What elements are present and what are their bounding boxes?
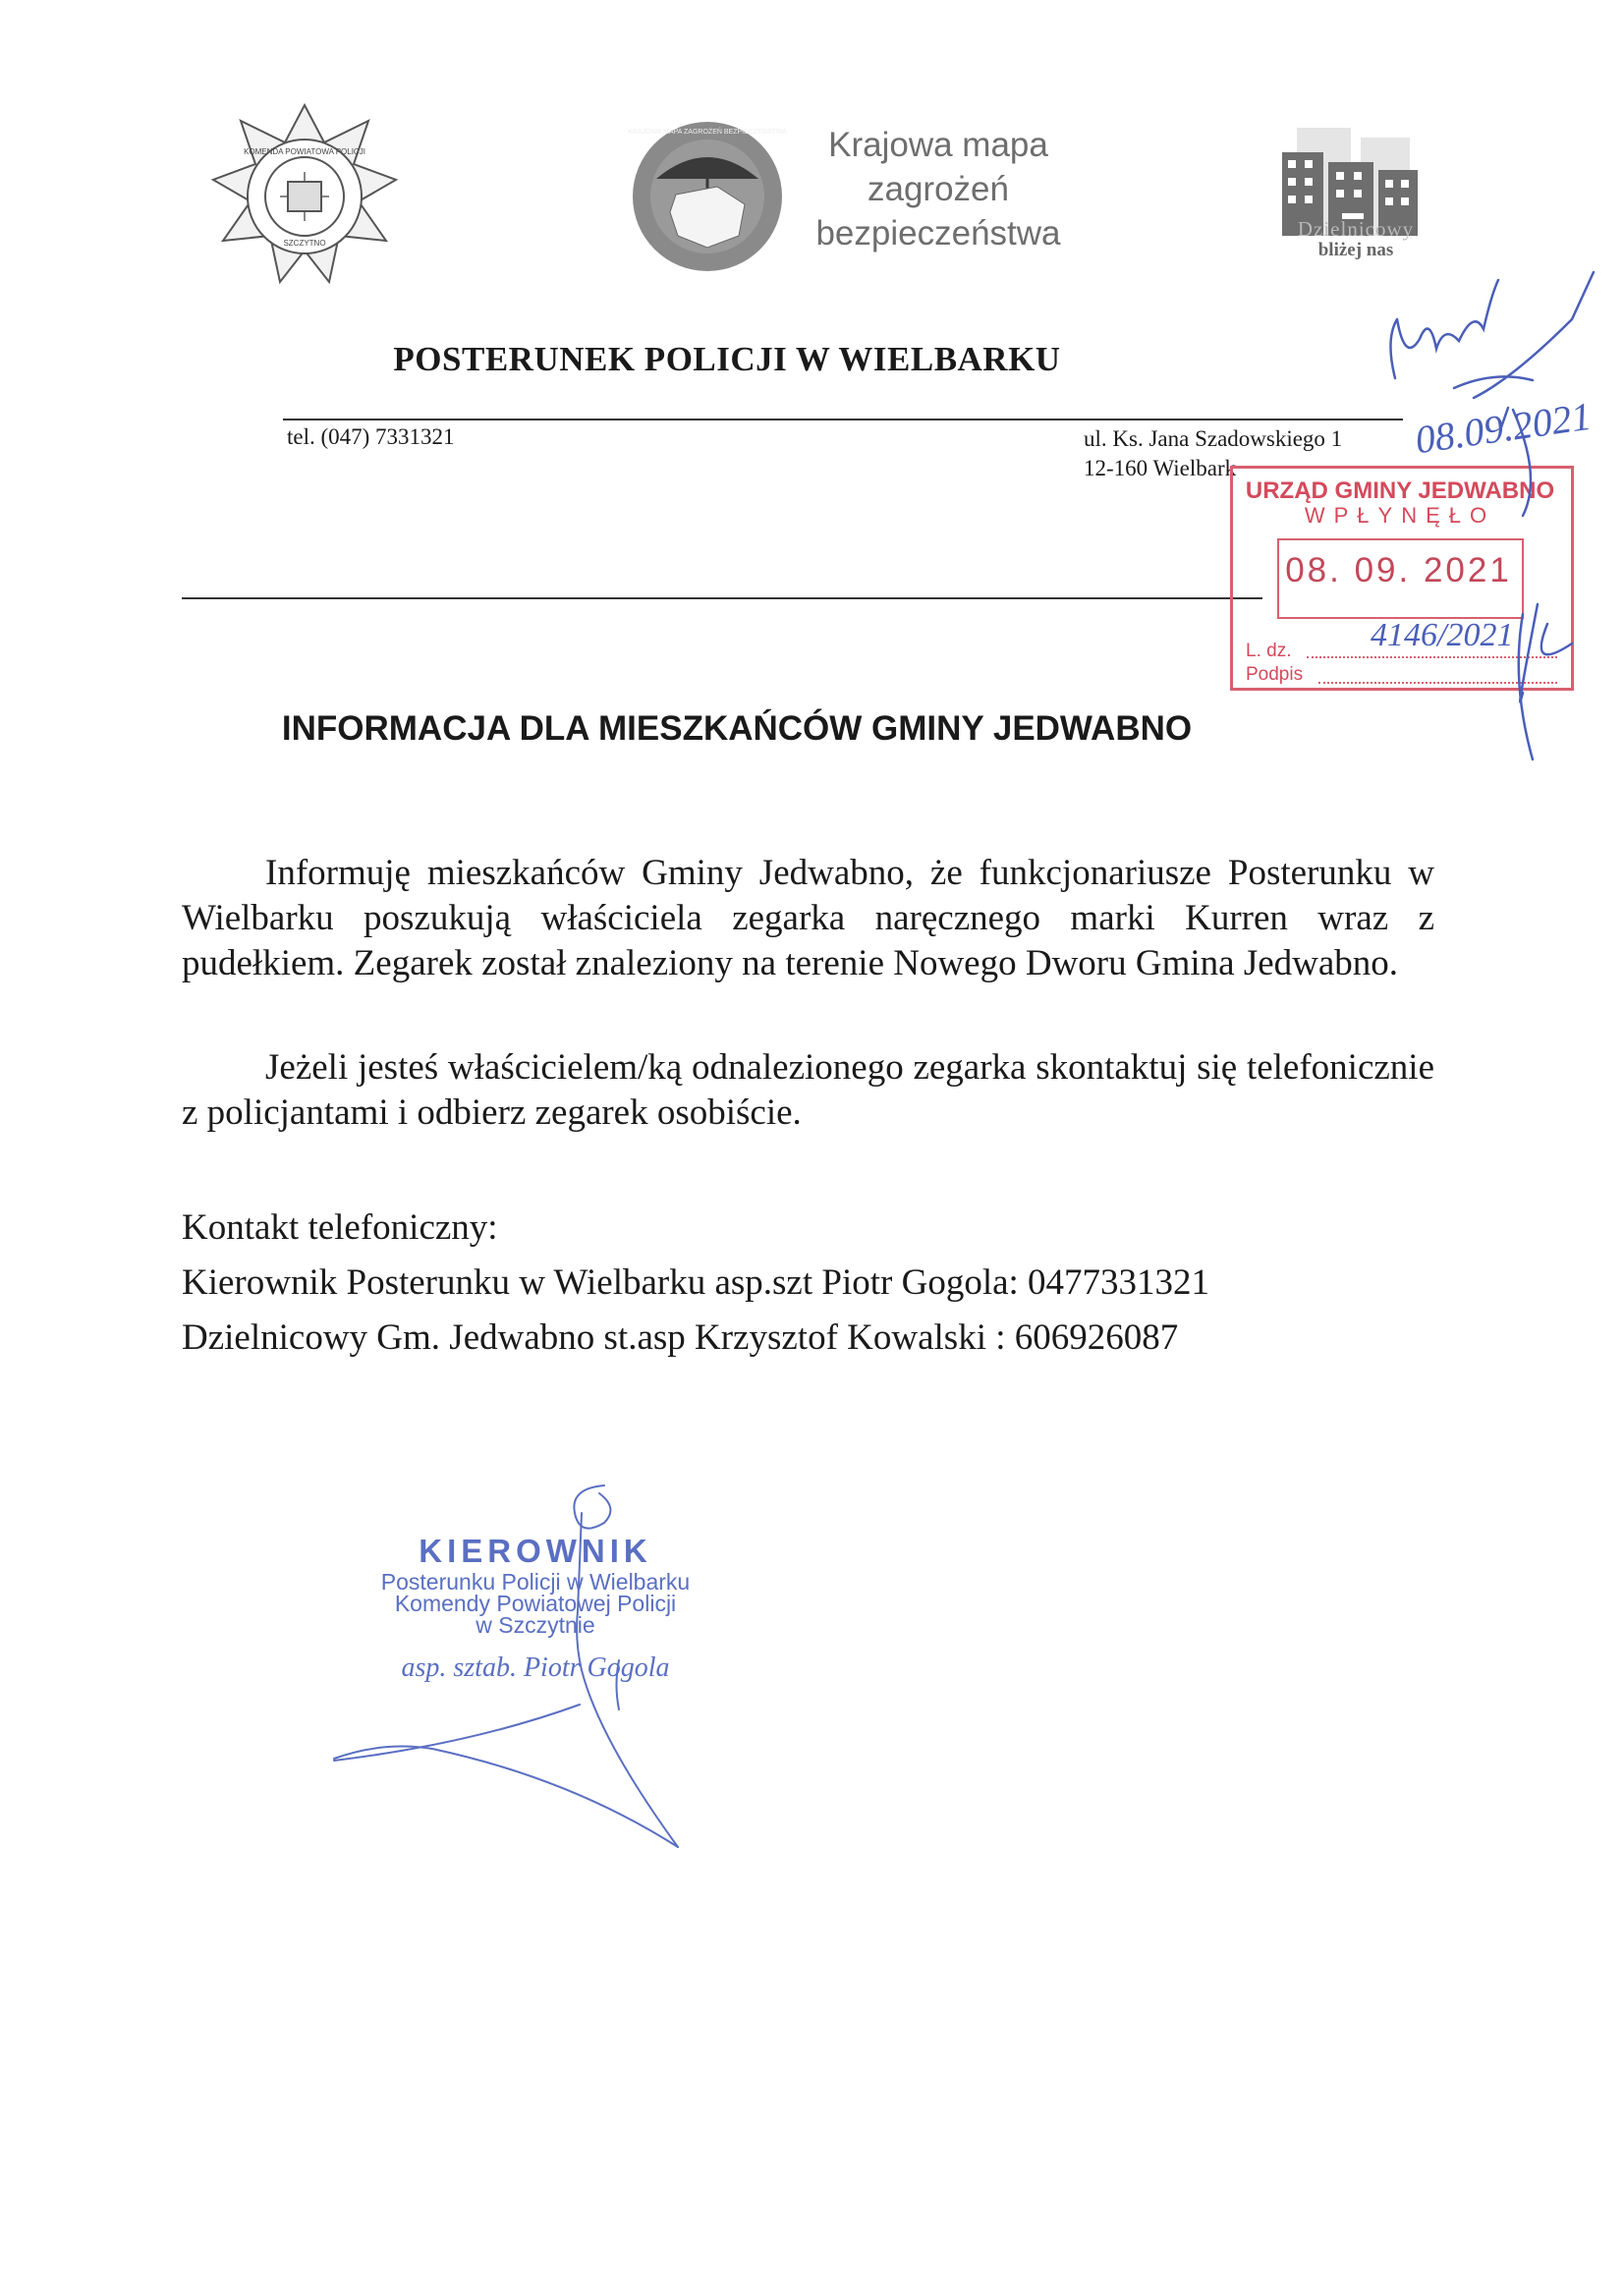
stamp-ldz-label: L. dz.: [1246, 641, 1292, 661]
police-star-badge-icon: [211, 103, 398, 290]
contact-heading: Kontakt telefoniczny:: [182, 1207, 498, 1248]
stamp-signature-label: Podpis: [1246, 664, 1304, 685]
address-line1: ul. Ks. Jana Szadowskiego 1: [1084, 426, 1343, 451]
document-title: INFORMACJA DLA MIESZKAŃCÓW GMINY JEDWABNO: [281, 709, 1193, 748]
map-logo-ring-text: KRAJOWA MAPA ZAGROŻEŃ BEZPIECZEŃSTWA: [628, 129, 787, 136]
map-title-line: bezpieczeństwa: [815, 214, 1061, 252]
address-line2: 12-160 Wielbark: [1084, 456, 1237, 480]
handwritten-initials-icon: [1375, 270, 1611, 761]
signature-stamp-line: Komendy Powiatowej Policji: [394, 1591, 677, 1616]
station-title: POSTERUNEK POLICJI W WIELBARKU: [393, 340, 1061, 378]
dzielnicowy-logo-text: [1272, 218, 1439, 261]
handwritten-date: 08.09.2021: [1412, 393, 1595, 463]
signature-stamp-title: KIEROWNIK: [419, 1533, 652, 1569]
handwritten-ldz-number: 4146/2021: [1371, 617, 1514, 653]
police-badge-outer-text: KOMENDA POWIATOWA POLICJI: [244, 147, 365, 156]
poland-map-umbrella-icon: [629, 118, 786, 275]
document-paragraph-2: Jeżeli jesteś właścicielem/ką odnalezionego zegarka skontaktuj się telefonicznie z policjantami i odbierz zegarek osobiście.: [182, 1047, 1434, 1133]
signature-stamp-line: w Szczytnie: [476, 1612, 595, 1638]
document-paragraph-1: Informuję mieszkańców Gminy Jedwabno, że funkcjonariusze Posterunku w Wielbarku poszukują właściciela zegarka naręcznego marki Kurren wraz z pudełkiem. Zegarek został znaleziony na terenie Nowego Dworu Gmina Jedwabno.: [182, 853, 1434, 983]
signature-stamp-name: asp. sztab. Piotr Gogola: [401, 1652, 670, 1683]
dzielnicowy-line1: Dzielnicowy: [1297, 217, 1415, 241]
contact-line-manager: Kierownik Posterunku w Wielbarku asp.szt Piotr Gogola: 0477331321: [182, 1262, 1210, 1303]
dzielnicowy-line2: bliżej nas: [1317, 240, 1394, 260]
map-logo-title: [791, 123, 1086, 255]
handwritten-signature-icon: [324, 1484, 717, 1857]
map-title-line: zagrożeń: [868, 170, 1009, 208]
stamp-received-label: WPŁYNĘŁO: [1304, 503, 1496, 528]
stamp-date: 08. 09. 2021: [1285, 551, 1512, 589]
contact-line-officer: Dzielnicowy Gm. Jedwabno st.asp Krzysztof Kowalski : 606926087: [182, 1317, 1179, 1358]
signature-stamp-line: Posterunku Policji w Wielbarku: [380, 1569, 691, 1595]
map-title-line: Krajowa mapa: [828, 126, 1048, 164]
header-divider: [283, 419, 1403, 420]
police-badge-inner-text: SZCZYTNO: [283, 239, 326, 248]
header-divider-lower: [182, 597, 1262, 599]
stamp-office-name: URZĄD GMINY JEDWABNO: [1245, 477, 1555, 504]
station-phone: tel. (047) 7331321: [287, 424, 455, 449]
